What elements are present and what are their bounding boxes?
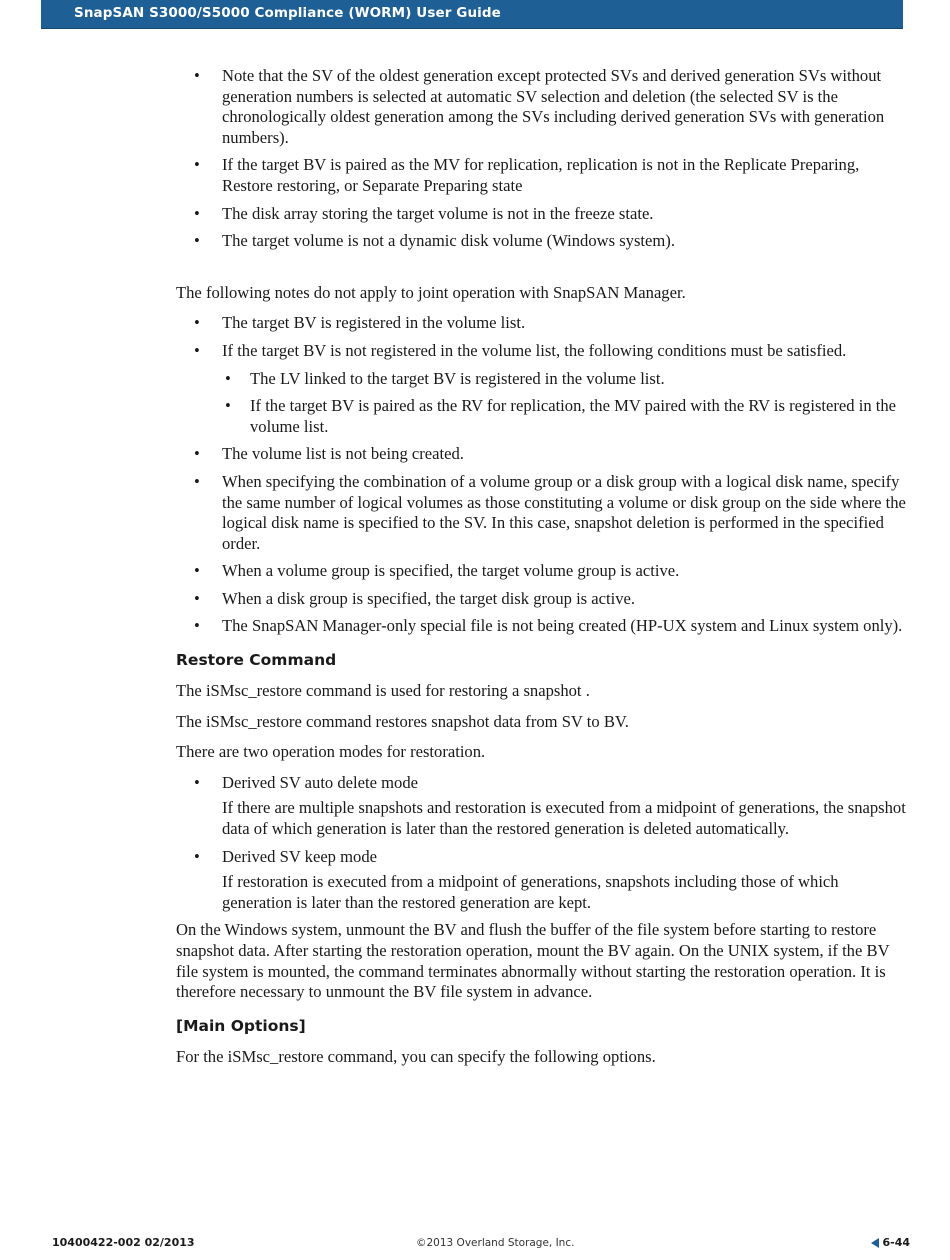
condition-list [176,66,906,252]
list-item: • When a volume group is specified, the target volume group is active. [176,561,906,582]
section-heading-restore: Restore Command [176,651,337,670]
paragraph: There are two operation modes for restoration. [176,742,486,762]
mode-description: If there are multiple snapshots and restoration is executed from a midpoint of generations, the snapshot data of which generation is later than the restored generation is deleted automatically. [222,798,906,839]
notes-list [176,313,906,637]
footer-page-number [871,1236,910,1249]
page-content [176,66,906,1077]
mode-description: If restoration is executed from a midpoint of generations, snapshots including those of which generation is later than the restored generation are kept. [222,872,839,912]
page-number: 6-44 [882,1236,910,1249]
sub-list-item: • If the target BV is paired as the RV for replication, the MV paired with the RV is registered in the volume list. [222,396,906,437]
list-item: • The SnapSAN Manager-only special file is not being created (HP-UX system and Linux system only). [176,616,906,637]
footer-doc-id: 10400422-002 02/2013 [52,1236,195,1249]
footer-copyright: ©2013 Overland Storage, Inc. [416,1237,575,1249]
left-triangle-icon [871,1238,879,1248]
notes-intro: The following notes do not apply to joint operation with SnapSAN Manager. [176,282,686,302]
section-heading-main-options: [Main Options] [176,1016,306,1035]
list-item: • The volume list is not being created. [176,444,906,465]
list-item [176,847,906,914]
list-item: • The target volume is not a dynamic disk volume (Windows system). [176,231,906,252]
sub-list-item: • The LV linked to the target BV is registered in the volume list. [222,369,906,390]
paragraph: The iSMsc_restore command is used for restoring a snapshot . [176,681,590,701]
list-item [176,341,906,437]
mode-title: Derived SV keep mode [222,846,377,866]
list-item-text: If the target BV is not registered in the volume list, the following conditions must be satisfied. [222,340,847,360]
list-item: • If the target BV is paired as the MV for replication, replication is not in the Replicate Preparing, Restore restoring, or Separate Preparing state [176,155,906,196]
sub-list [222,369,906,438]
list-item: • When a disk group is specified, the target disk group is active. [176,589,906,610]
list-item: • The disk array storing the target volume is not in the freeze state. [176,204,906,225]
mode-title: Derived SV auto delete mode [222,772,418,792]
restore-modes-list [176,773,906,914]
paragraph: For the iSMsc_restore command, you can specify the following options. [176,1046,656,1066]
list-item: • The target BV is registered in the volume list. [176,313,906,334]
header-bar [41,0,903,29]
paragraph: On the Windows system, unmount the BV and flush the buffer of the file system before starting to restore snapshot data. After starting the restoration operation, mount the BV again. On the UNIX system, if the BV file system is mounted, the command terminates abnormally without starting the restoration operation. It is therefore necessary to unmount the BV file system in advance. [176,920,890,1002]
list-item [176,773,906,840]
list-item: • Note that the SV of the oldest generation except protected SVs and derived generation SVs without generation numbers is selected at automatic SV selection and deletion (the selected SV is the chronologically oldest generation among the SVs including derived generation SVs with generation numbers). [176,66,906,148]
paragraph: The iSMsc_restore command restores snapshot data from SV to BV. [176,711,629,731]
list-item: • When specifying the combination of a volume group or a disk group with a logical disk name, specify the same number of logical volumes as those constituting a volume or disk group on the side where the logical disk name is specified to the SV. In this case, snapshot deletion is performed in the specified order. [176,472,906,554]
document-title: SnapSAN S3000/S5000 Compliance (WORM) User Guide [74,5,501,21]
